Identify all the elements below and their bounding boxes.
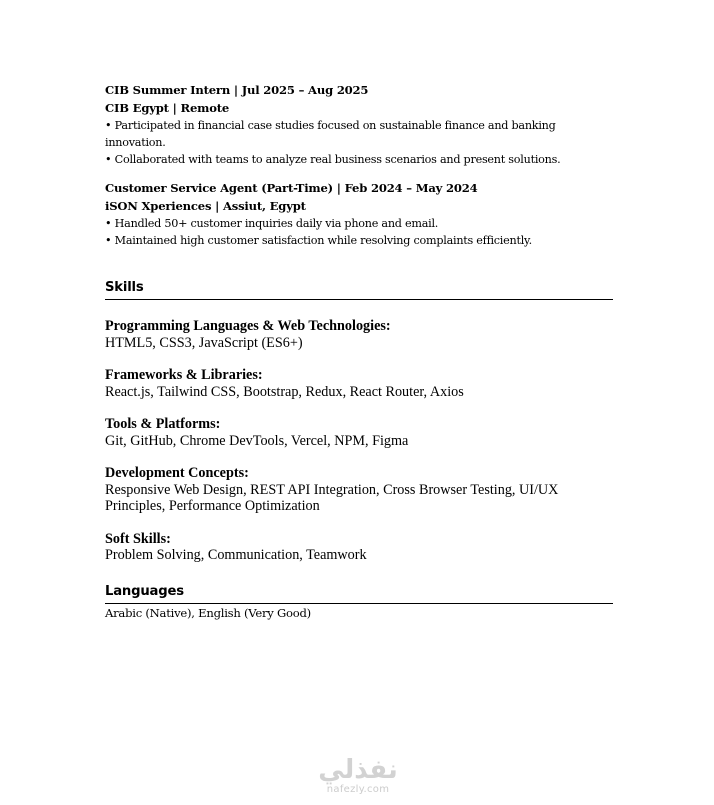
job-organization: iSON Xperiences | Assiut, Egypt bbox=[105, 198, 306, 213]
skill-group-label: Soft Skills: bbox=[105, 530, 171, 547]
job-bullet: • Handled 50+ customer inquiries daily via phone and email. bbox=[105, 217, 439, 230]
watermark-url: nafezly.com bbox=[326, 784, 390, 795]
skill-group bbox=[105, 531, 613, 564]
skill-group bbox=[105, 367, 613, 400]
job-bullet: • Collaborated with teams to analyze real business scenarios and present solutions. bbox=[105, 153, 561, 166]
experience-entry bbox=[105, 82, 613, 168]
skill-group bbox=[105, 465, 613, 515]
skill-group-label: Programming Languages & Web Technologies: bbox=[105, 318, 391, 334]
skills-heading: Skills bbox=[105, 280, 613, 300]
experience-entry bbox=[105, 180, 613, 249]
job-organization: CIB Egypt | Remote bbox=[105, 100, 230, 115]
skill-group bbox=[105, 318, 613, 351]
languages-heading: Languages bbox=[105, 584, 613, 604]
job-bullet: • Participated in financial case studies focused on sustainable finance and banking innovation. bbox=[105, 119, 556, 149]
job-bullet: • Maintained high customer satisfaction while resolving complaints efficiently. bbox=[105, 234, 532, 247]
skill-group-value: Git, GitHub, Chrome DevTools, Vercel, NPM, Figma bbox=[105, 432, 409, 449]
skill-group bbox=[105, 416, 613, 449]
skill-group-label: Frameworks & Libraries: bbox=[105, 367, 263, 383]
languages-text: Arabic (Native), English (Very Good) bbox=[105, 605, 311, 620]
nafezly-watermark bbox=[312, 756, 404, 796]
skill-group-label: Tools & Platforms: bbox=[105, 416, 221, 432]
skill-group-label: Development Concepts: bbox=[105, 465, 249, 481]
skill-group-value: Responsive Web Design, REST API Integration, Cross Browser Testing, UI/UX Principles, Performance Optimization bbox=[105, 481, 559, 514]
resume-content bbox=[105, 82, 613, 622]
languages-section bbox=[105, 584, 613, 622]
watermark-logo: نفذلي bbox=[318, 755, 398, 785]
skill-group-value: Problem Solving, Communication, Teamwork bbox=[105, 547, 367, 563]
skill-group-value: HTML5, CSS3, JavaScript (ES6+) bbox=[105, 334, 303, 351]
skill-group-value: React.js, Tailwind CSS, Bootstrap, Redux, React Router, Axios bbox=[105, 383, 464, 400]
skills-section bbox=[105, 280, 613, 564]
job-title: CIB Summer Intern | Jul 2025 – Aug 2025 bbox=[105, 83, 369, 97]
job-title: Customer Service Agent (Part-Time) | Feb 2024 – May 2024 bbox=[105, 181, 478, 195]
